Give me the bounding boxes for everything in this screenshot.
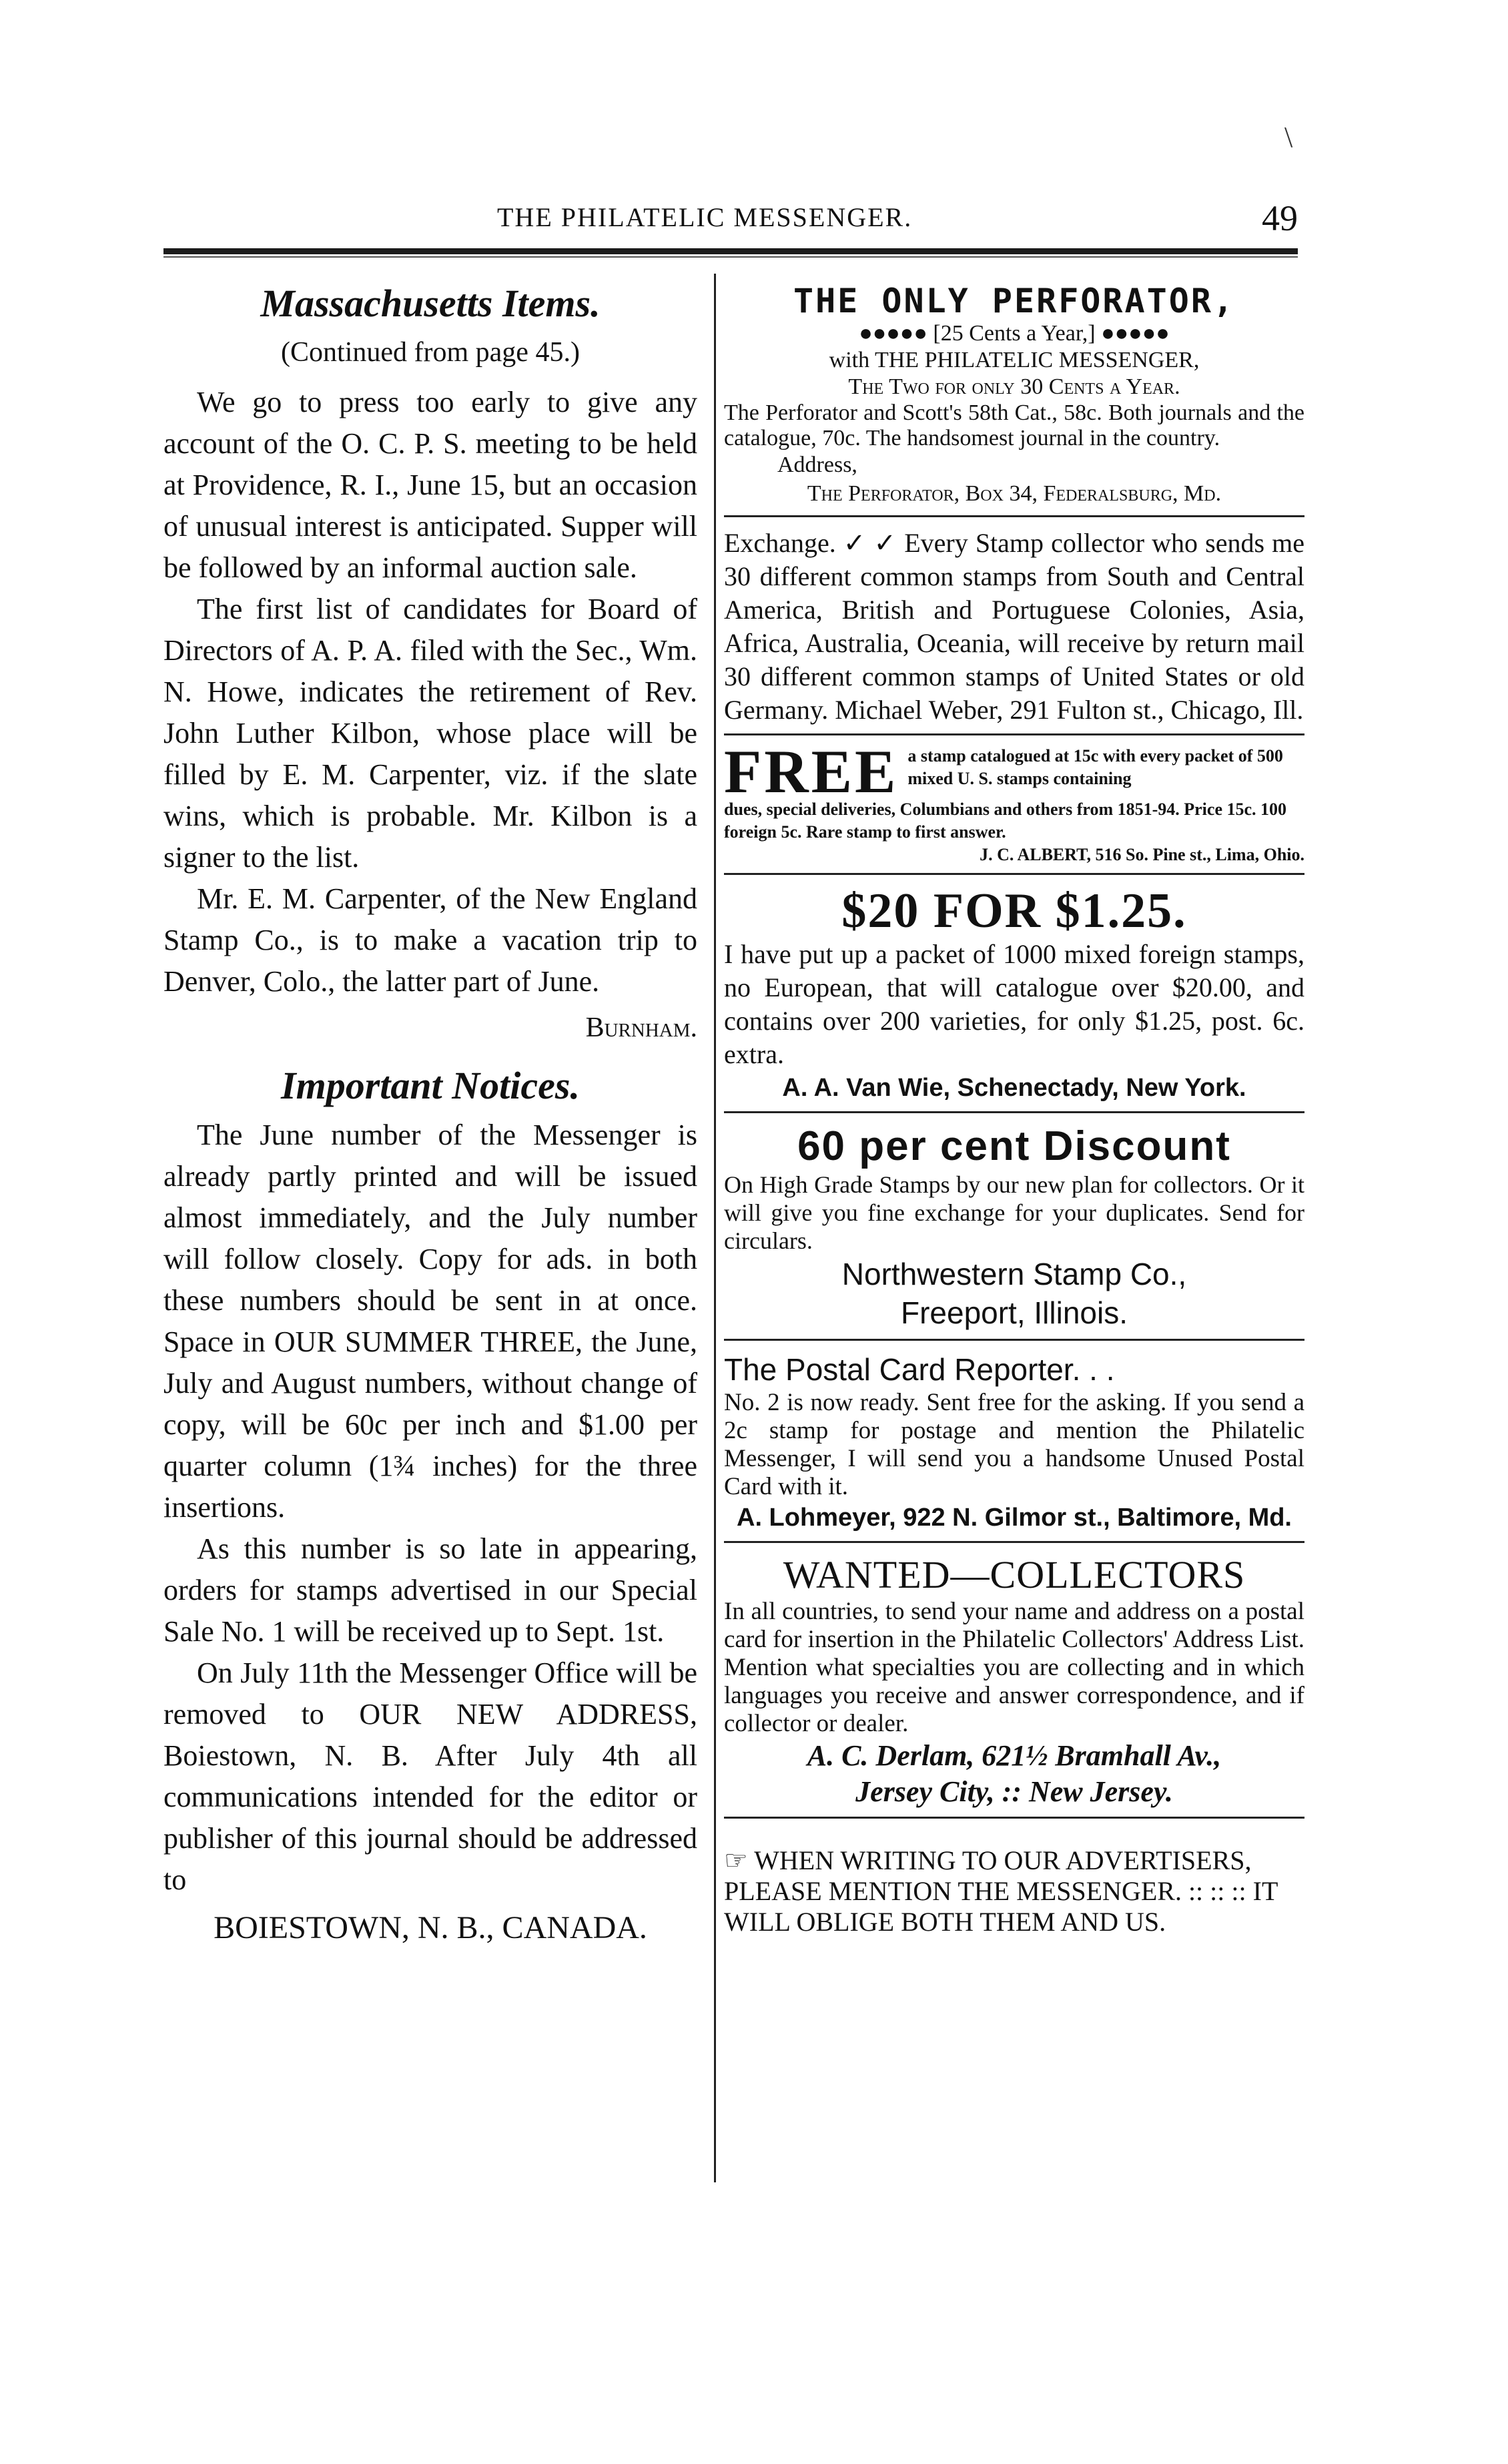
left-column: [163, 280, 697, 1950]
right-column-ads: [724, 279, 1304, 1964]
discount-company: Northwestern Stamp Co.,: [841, 1257, 1187, 1291]
twenty-body: I have put up a packet of 1000 mixed foreign stamps, no European, that will catalogue over $20.00, and contains over 200 varieties, for only $1.25, post. 6c. extra.: [724, 939, 1304, 1069]
perforator-with: with THE PHILATELIC MESSENGER,: [829, 348, 1200, 372]
discount-city: Freeport, Illinois.: [900, 1295, 1128, 1330]
wanted-address-2: Jersey City, :: New Jersey.: [855, 1775, 1173, 1808]
author-signature: Burnham.: [585, 1012, 697, 1043]
exchange-ad: [724, 524, 1304, 735]
discount-ad: [724, 1120, 1304, 1341]
notice-paragraph: On July 11th the Messenger Office will be removed to OUR NEW ADDRESS, Boiestown, N. B. After July 4th all communications intended for the editor or publisher of this journal should be addressed to: [163, 1656, 697, 1896]
massachusetts-items-title: Massachusetts Items.: [260, 282, 601, 325]
wanted-ad: [724, 1550, 1304, 1819]
free-ad: [724, 737, 1304, 875]
journal-title: THE PHILATELIC MESSENGER.: [497, 202, 913, 232]
perforator-offer: The Two for only 30 Cents a Year.: [848, 374, 1180, 399]
column-divider: [714, 274, 716, 2182]
postal-address: A. Lohmeyer, 922 N. Gilmor st., Baltimore, Md.: [737, 1504, 1292, 1532]
exchange-text: Exchange. ✓ ✓ Every Stamp collector who sends me 30 different common stamps from South and Central America, British and Portuguese Colonies, Asia, Africa, Australia, Oceania, will receive by return mail 30 different common stamps of United States or old Germany. Michael Weber, 291 Fulton st., Chicago, Ill.: [724, 528, 1304, 725]
perforator-address: The Perforator, Box 34, Federalsburg, Md.: [807, 481, 1222, 506]
article-paragraph: Mr. E. M. Carpenter, of the New England Stamp Co., is to make a vacation trip to Denver, Colo., the latter part of June.: [163, 882, 697, 998]
continued-note: (Continued from page 45.): [281, 337, 580, 368]
notice-paragraph: The June number of the Messenger is already partly printed and will be issued almost immediately, and the July number will follow closely. Copy for ads. in both these numbers should be sent in at once. Space in OUR SUMMER THREE, the June, July and August numbers, without change of copy, will be 60c per inch and $1.00 per quarter column (1¾ inches) for the three insertions.: [163, 1119, 697, 1524]
header-rule: [163, 248, 1298, 254]
postal-card-ad: [724, 1347, 1304, 1543]
wanted-title: WANTED—COLLECTORS: [783, 1553, 1246, 1596]
wanted-address-1: A. C. Derlam, 621½ Bramhall Av.,: [807, 1739, 1222, 1772]
twenty-dollar-ad: [724, 882, 1304, 1113]
twenty-address: A. A. Van Wie, Schenectady, New York.: [782, 1074, 1246, 1102]
free-line-1: a stamp catalogued at 15c with every packet of 500 mixed U. S. stamps containing: [907, 746, 1283, 788]
article-paragraph: We go to press too early to give any account of the O. C. P. S. meeting to be held at Providence, R. I., June 15, but an occasion of unusual interest is anticipated. Supper will be followed by an informal auction sale.: [163, 386, 697, 584]
wanted-body: In all countries, to send your name and address on a postal card for insertion in the Philatelic Collectors' Address List. Mention what specialties you are collecting and in which languages you receive and answer correspondence, and if collector or dealer.: [724, 1598, 1304, 1737]
notice-paragraph: As this number is so late in appearing, orders for stamps advertised in our Special Sale No. 1 will be received up to Sept. 1st.: [163, 1532, 697, 1648]
advertiser-notice-text: ☞ WHEN WRITING TO OUR ADVERTISERS, PLEASE MENTION THE MESSENGER. :: :: :: IT WILL OBLIGE BOTH THEM AND US.: [724, 1845, 1278, 1937]
perforator-body: The Perforator and Scott's 58th Cat., 58c. Both journals and the catalogue, 70c. The handsomest journal in the country.: [724, 400, 1304, 450]
page-header: [163, 200, 1298, 254]
free-headline: FREE: [724, 737, 899, 806]
perforator-ad: [724, 279, 1304, 517]
twenty-headline: $20 FOR $1.25.: [841, 884, 1187, 938]
perforator-title: THE ONLY PERFORATOR,: [793, 282, 1236, 320]
free-address: J. C. ALBERT, 516 So. Pine st., Lima, Ohio.: [980, 845, 1304, 864]
discount-headline: 60 per cent Discount: [797, 1123, 1231, 1169]
perforator-address-label: Address,: [777, 452, 857, 477]
free-line-2: dues, special deliveries, Columbians and others from 1851-94. Price 15c. 100 foreign 5c. Rare stamp to first answer.: [724, 800, 1287, 842]
important-notices-title: Important Notices.: [281, 1064, 580, 1107]
article-paragraph: The first list of candidates for Board of Directors of A. P. A. filed with the Sec., Wm. N. Howe, indicates the retirement of Rev. John Luther Kilbon, whose place will be filled by E. M. Carpenter, viz. if the slate wins, which is probable. Mr. Kilbon is a signer to the list.: [163, 593, 697, 874]
postal-title: The Postal Card Reporter. . .: [724, 1352, 1115, 1387]
page-corner-mark: \: [1284, 121, 1293, 153]
header-rule-thin: [163, 256, 1298, 258]
perforator-price: ●●●●● [25 Cents a Year,] ●●●●●: [859, 321, 1170, 346]
discount-body: On High Grade Stamps by our new plan for collectors. Or it will give you fine exchange for your duplicates. Send for circulars.: [724, 1171, 1304, 1254]
postal-body: No. 2 is now ready. Sent free for the asking. If you send a 2c stamp for postage and mention the Philatelic Messenger, I will send you a handsome Unused Postal Card with it.: [724, 1389, 1304, 1500]
advertiser-notice: [724, 1845, 1304, 1937]
new-address: BOIESTOWN, N. B., CANADA.: [214, 1910, 647, 1945]
page-number: 49: [1262, 198, 1298, 238]
